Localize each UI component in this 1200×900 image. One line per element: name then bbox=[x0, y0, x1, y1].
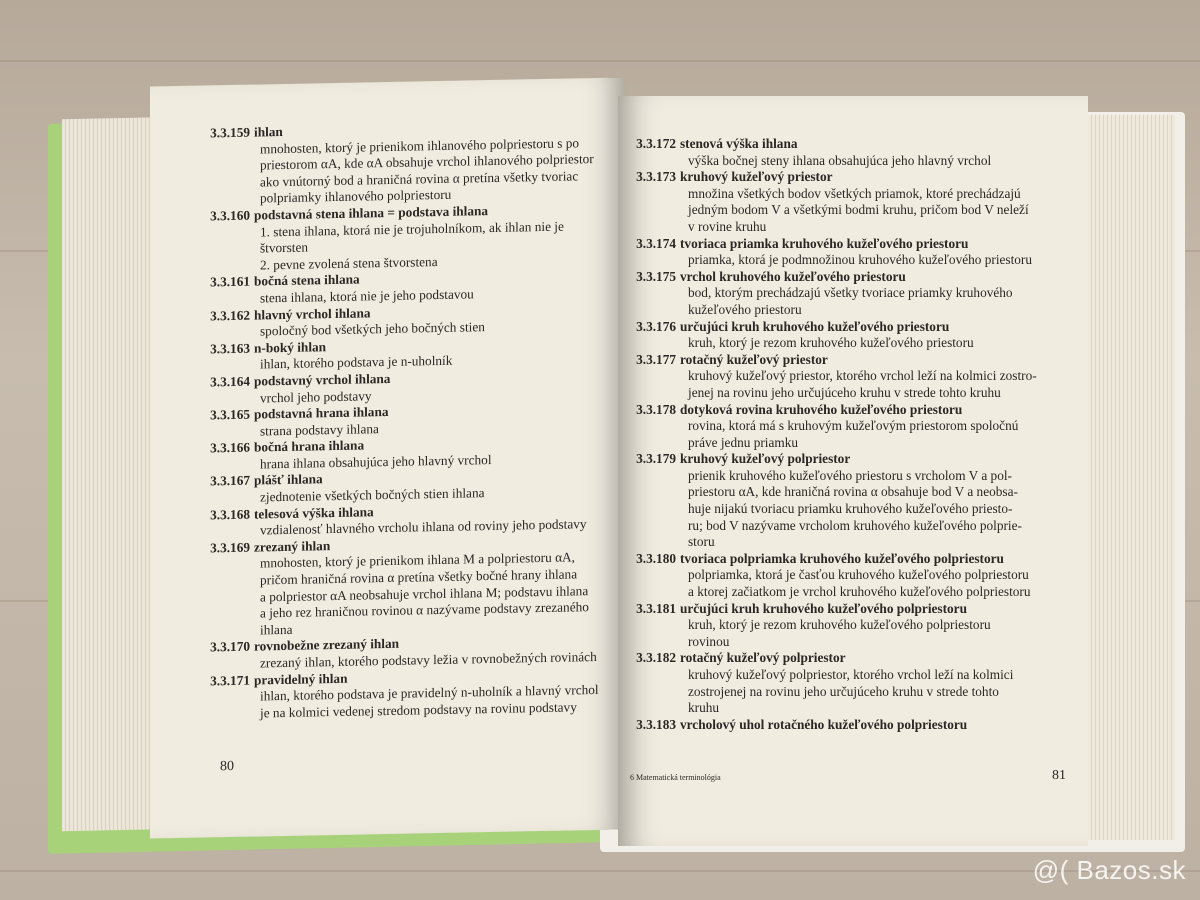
entry-definition: ihlan, ktorého podstava je pravidelný n-uholník a hlavný vrchol je na kolmici vedenej stredom podstavy na rovinu podstavy bbox=[260, 682, 599, 721]
entry-heading bbox=[630, 136, 1070, 153]
right-page bbox=[618, 96, 1088, 846]
wood-grain bbox=[0, 870, 1200, 872]
glossary-entry bbox=[630, 402, 1070, 452]
watermark: @( Bazos.sk bbox=[1032, 855, 1186, 885]
glossary-entry bbox=[630, 319, 1070, 352]
entry-number: 3.3.166 bbox=[210, 439, 250, 456]
entry-definition: strana podstavy ihlana bbox=[260, 420, 379, 439]
entry-definition: vzdialenosť hlavného vrcholu ihlana od roviny jeho podstavy bbox=[260, 516, 587, 538]
entry-term: plášť ihlana bbox=[254, 471, 323, 489]
entry-number: 3.3.177 bbox=[636, 351, 676, 367]
glossary-entry bbox=[630, 236, 1070, 269]
entry-term: telesová výška ihlana bbox=[254, 503, 374, 522]
entry-number: 3.3.162 bbox=[210, 307, 250, 323]
right-entries bbox=[630, 136, 1070, 733]
entry-definition: prienik kruhového kužeľového priestoru s vrcholom V a pol- priestoru αA, kde hraničná rovina α obsahuje bod V a neobsa- huje nijakú tvoriacu priamku kruhového kužeľového priesto- ru; bod V nazývame vrcholom kruhového kužeľového polprie- storu bbox=[688, 467, 1022, 550]
entry-number: 3.3.174 bbox=[636, 235, 676, 251]
entry-number: 3.3.180 bbox=[636, 550, 676, 566]
entry-heading bbox=[630, 269, 1070, 286]
entry-heading bbox=[630, 319, 1070, 336]
entry-term: rovnobežne zrezaný ihlan bbox=[254, 636, 400, 654]
entry-number: 3.3.182 bbox=[636, 650, 676, 666]
page-number-left: 80 bbox=[220, 758, 234, 775]
entry-definition: zjednotenie všetkých bočných stien ihlana bbox=[260, 485, 485, 505]
left-entries bbox=[210, 118, 620, 723]
entry-number: 3.3.172 bbox=[636, 136, 676, 151]
entry-term: pravidelný ihlan bbox=[254, 670, 348, 688]
glossary-entry bbox=[630, 136, 1070, 169]
entry-term: rotačný kužeľový polpriestor bbox=[680, 650, 846, 666]
wood-grain bbox=[0, 60, 1200, 62]
glossary-entry bbox=[630, 352, 1070, 402]
entry-number: 3.3.167 bbox=[210, 473, 250, 489]
entry-heading bbox=[630, 601, 1070, 618]
entry-definition: mnohosten, ktorý je prienikom ihlana M a polpriestoru αA, pričom hraničná rovina α pretína všetky bočné hrany ihlana a polpriestor αA neobsahuje vrchol ihlana M; podstavu ihlana a jeho rez hraničnou rovinou α nazývame podstavy zrezaného ihlana bbox=[260, 549, 589, 638]
page-footer: 6 Matematická terminológia bbox=[630, 773, 721, 782]
entry-number: 3.3.169 bbox=[210, 539, 250, 556]
entry-number: 3.3.164 bbox=[210, 373, 250, 390]
entry-term: bočná stena ihlana bbox=[254, 271, 360, 289]
glossary-entry bbox=[210, 665, 620, 723]
entry-term: n-boký ihlan bbox=[254, 338, 327, 356]
glossary-entry bbox=[630, 269, 1070, 319]
entry-heading bbox=[630, 451, 1070, 468]
entry-definition: spoločný bod všetkých jeho bočných stien bbox=[260, 319, 485, 339]
entry-number: 3.3.178 bbox=[636, 401, 676, 417]
entry-number: 3.3.173 bbox=[636, 169, 676, 185]
entry-term: vrcholový uhol rotačného kužeľového polpriestoru bbox=[680, 716, 968, 732]
entry-number: 3.3.168 bbox=[210, 506, 250, 523]
glossary-entry bbox=[210, 532, 620, 639]
entry-number: 3.3.170 bbox=[210, 639, 250, 655]
entry-term: tvoriaca priamka kruhového kužeľového priestoru bbox=[680, 235, 969, 251]
entry-term: tvoriaca polpriamka kruhového kužeľového polpriestoru bbox=[680, 550, 1004, 566]
glossary-entry bbox=[630, 169, 1070, 235]
entry-definition: hrana ihlana obsahujúca jeho hlavný vrchol bbox=[260, 451, 492, 472]
entry-term: zrezaný ihlan bbox=[254, 537, 331, 555]
glossary-entry bbox=[630, 451, 1070, 551]
glossary-entry bbox=[630, 601, 1070, 651]
entry-number: 3.3.159 bbox=[210, 124, 250, 141]
entry-term: bočná hrana ihlana bbox=[254, 437, 365, 455]
entry-term: hlavný vrchol ihlana bbox=[254, 304, 371, 323]
entry-number: 3.3.171 bbox=[210, 672, 250, 688]
glossary-entry bbox=[630, 551, 1070, 601]
entry-heading bbox=[630, 717, 1070, 734]
page-number-right: 81 bbox=[1052, 768, 1066, 783]
entry-definition: zrezaný ihlan, ktorého podstavy ležia v rovnobežných rovinách bbox=[260, 648, 597, 671]
left-page bbox=[150, 77, 625, 838]
entry-definition: rovina, ktorá má s kruhovým kužeľovým priestorom spoločnú práve jednu priamku bbox=[688, 418, 1019, 450]
glossary-entry bbox=[210, 118, 620, 209]
entry-definition: výška bočnej steny ihlana obsahujúca jeho hlavný vrchol bbox=[688, 152, 992, 168]
entry-definition: množina všetkých bodov všetkých priamok, ktoré prechádzajú jedným bodom V a všetkými bodmi kruhu, pričom bod V neleží v rovine kruhu bbox=[688, 185, 1029, 234]
entry-term: určujúci kruh kruhového kužeľového polpriestoru bbox=[680, 600, 967, 616]
entry-number: 3.3.165 bbox=[210, 406, 250, 423]
entry-definition: priamka, ktorá je podmnožinou kruhového kužeľového priestoru bbox=[688, 252, 1033, 268]
glossary-entry bbox=[210, 201, 620, 275]
entry-term: podstavný vrchol ihlana bbox=[254, 370, 391, 389]
entry-definition: ihlan, ktorého podstava je n-uholník bbox=[260, 353, 453, 372]
entry-heading bbox=[630, 402, 1070, 419]
entry-definition: kruhový kužeľový polpriestor, ktorého vrchol leží na kolmici zostrojenej na rovinu jeho určujúceho kruhu v strede tohto kruhu bbox=[688, 667, 1014, 716]
entry-definition: kruh, ktorý je rezom kruhového kužeľového priestoru bbox=[688, 335, 974, 351]
entry-definition: bod, ktorým prechádzajú všetky tvoriace priamky kruhového kužeľového priestoru bbox=[688, 285, 1013, 317]
entry-term: kruhový kužeľový priestor bbox=[680, 169, 833, 185]
entry-number: 3.3.176 bbox=[636, 318, 676, 334]
entry-term: vrchol kruhového kužeľového priestoru bbox=[680, 268, 906, 284]
entry-term: určujúci kruh kruhového kužeľového priestoru bbox=[680, 318, 950, 334]
entry-definition: kruh, ktorý je rezom kruhového kužeľového polpriestoru rovinou bbox=[688, 617, 991, 649]
entry-definition: 1. stena ihlana, ktorá nie je trojuholníkom, ak ihlan nie je štvorsten 2. pevne zvolená stena štvorstena bbox=[260, 218, 564, 273]
entry-term: rotačný kužeľový priestor bbox=[680, 351, 828, 367]
page-edges-right bbox=[1080, 115, 1175, 840]
entry-number: 3.3.181 bbox=[636, 600, 676, 616]
entry-heading bbox=[630, 551, 1070, 568]
entry-term: dotyková rovina kruhového kužeľového priestoru bbox=[680, 401, 963, 417]
entry-term: kruhový kužeľový polpriestor bbox=[680, 451, 851, 467]
entry-number: 3.3.161 bbox=[210, 273, 250, 290]
entry-term: podstavná stena ihlana = podstava ihlana bbox=[254, 203, 489, 223]
entry-number: 3.3.183 bbox=[636, 716, 676, 732]
entry-definition: kruhový kužeľový priestor, ktorého vrchol leží na kolmici zostro- jenej na rovinu jeho určujúceho kruhu v strede tohto kruhu bbox=[688, 368, 1037, 400]
glossary-entry bbox=[630, 650, 1070, 716]
entry-definition: mnohosten, ktorý je prienikom ihlanového polpriestoru s po priestorom αA, kde αA obsahuje vrchol ihlanového polpriestor ako vnútorný bod a hraničná rovina α pretína všetky tvoriac polpriamky ihlanového polpriestoru bbox=[260, 134, 594, 206]
entry-number: 3.3.160 bbox=[210, 207, 250, 224]
entry-number: 3.3.163 bbox=[210, 340, 250, 357]
entry-heading bbox=[630, 236, 1070, 253]
entry-term: podstavná hrana ihlana bbox=[254, 404, 389, 422]
entry-heading bbox=[630, 169, 1070, 186]
entry-term: ihlan bbox=[254, 124, 283, 140]
glossary-entry bbox=[630, 717, 1070, 734]
entry-definition: polpriamka, ktorá je časťou kruhového kužeľového polpriestoru a ktorej začiatkom je vrchol kruhového kužeľového polpriestoru bbox=[688, 567, 1031, 600]
entry-definition: vrchol jeho podstavy bbox=[260, 387, 372, 405]
entry-term: stenová výška ihlana bbox=[680, 136, 798, 151]
entry-number: 3.3.175 bbox=[636, 268, 676, 284]
entry-definition: stena ihlana, ktorá nie je jeho podstavou bbox=[260, 286, 474, 306]
entry-heading bbox=[630, 352, 1070, 369]
entry-number: 3.3.179 bbox=[636, 451, 676, 467]
entry-heading bbox=[630, 650, 1070, 667]
